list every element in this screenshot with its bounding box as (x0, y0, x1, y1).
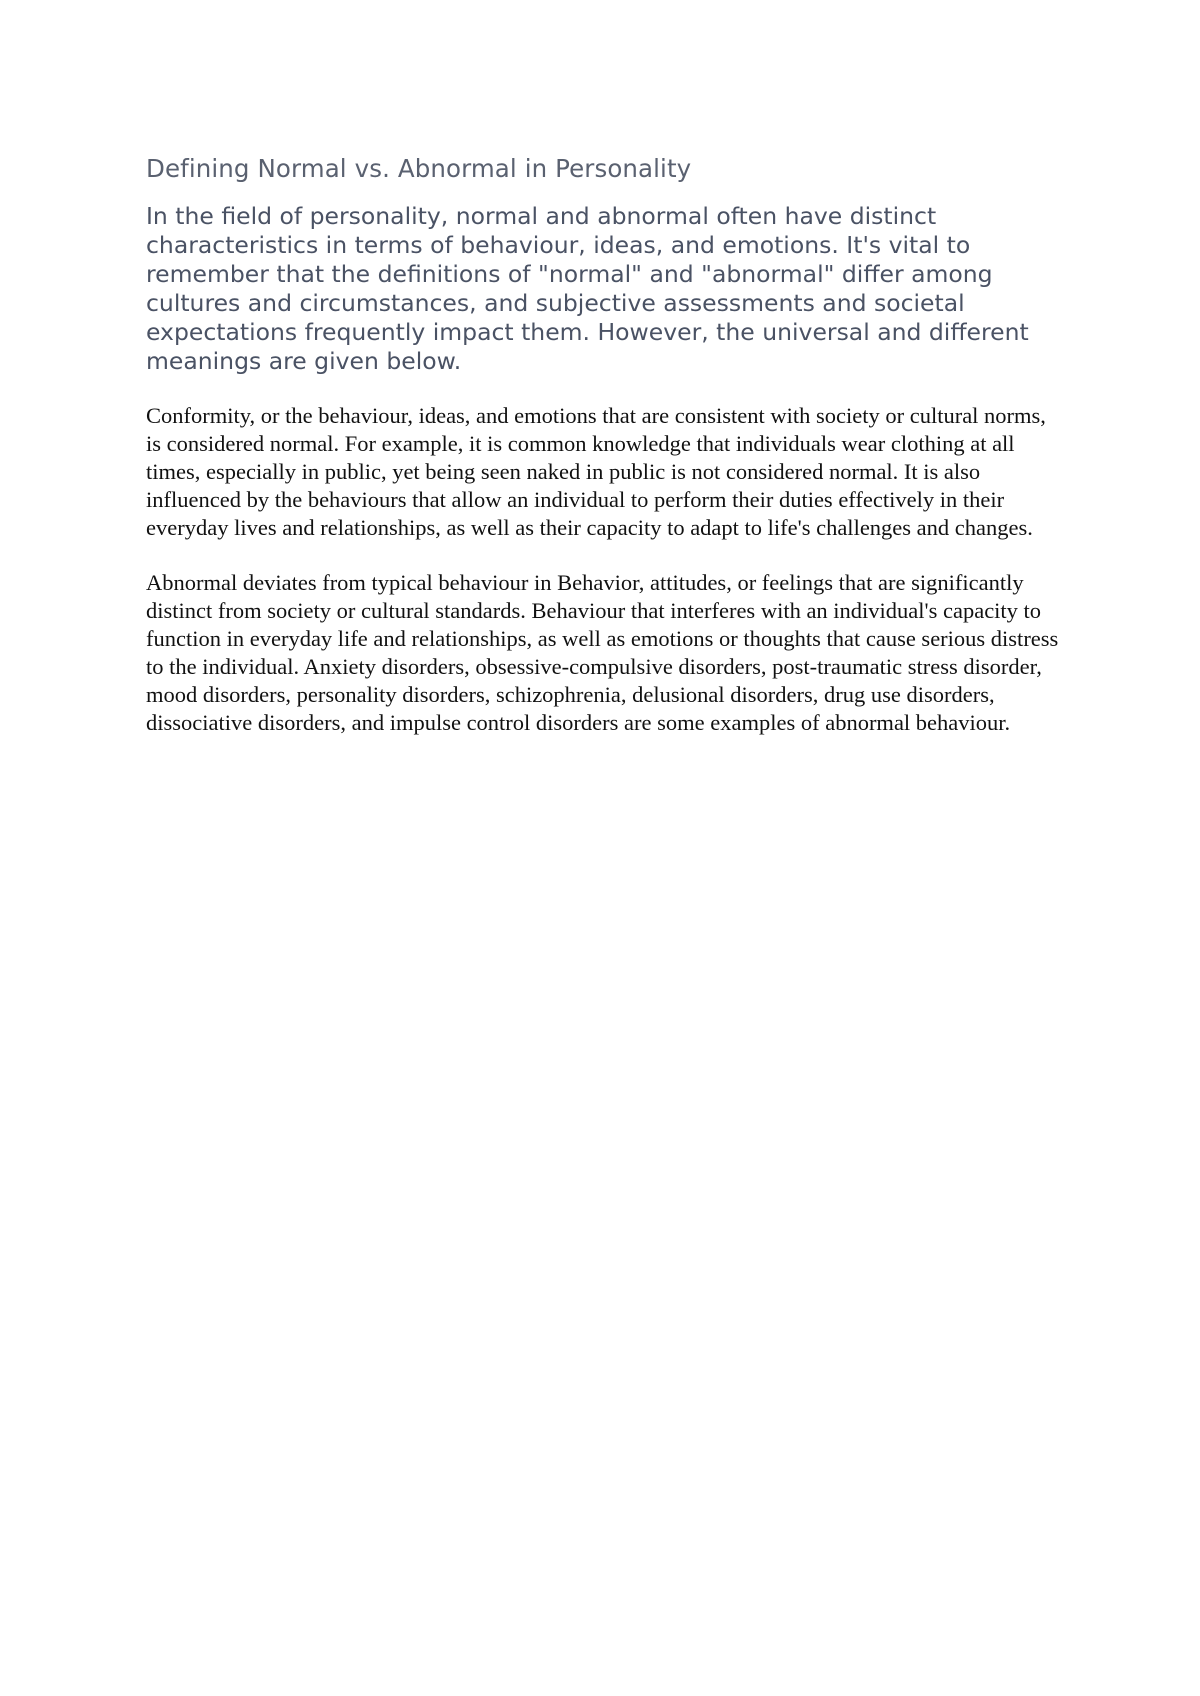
paragraph-normal: Conformity, or the behaviour, ideas, and emotions that are consistent with society or cultural norms, is considered normal. For example, it is common knowledge that individuals wear clothing at all times, especially in public, yet being seen naked in public is not considered normal. It is also influenced by the behaviours that allow an individual to perform their duties effectively in their everyday lives and relationships, as well as their capacity to adapt to life's challenges and changes. (146, 403, 1046, 540)
page-title: Defining Normal vs. Abnormal in Personality (146, 154, 692, 183)
paragraph-abnormal: Abnormal deviates from typical behaviour in Behavior, attitudes, or feelings that are significantly distinct from society or cultural standards. Behaviour that interferes with an individual's capacity to function in everyday life and relationships, as well as emotions or thoughts that cause serious distress to the individual. Anxiety disorders, obsessive-compulsive disorders, post-traumatic stress disorder, mood disorders, personality disorders, schizophrenia, delusional disorders, drug use disorders, dissociative disorders, and impulse control disorders are some examples of abnormal behaviour. (146, 570, 1059, 735)
document-content (146, 152, 1066, 764)
intro-subtitle: In the field of personality, normal and abnormal often have distinct characteristics in terms of behaviour, ideas, and emotions. It's vital to remember that the definitions of "normal" and "abnormal" differ among cultures and circumstances, and subjective assessments and societal expectations frequently impact them. However, the universal and different meanings are given below. (146, 202, 1029, 375)
